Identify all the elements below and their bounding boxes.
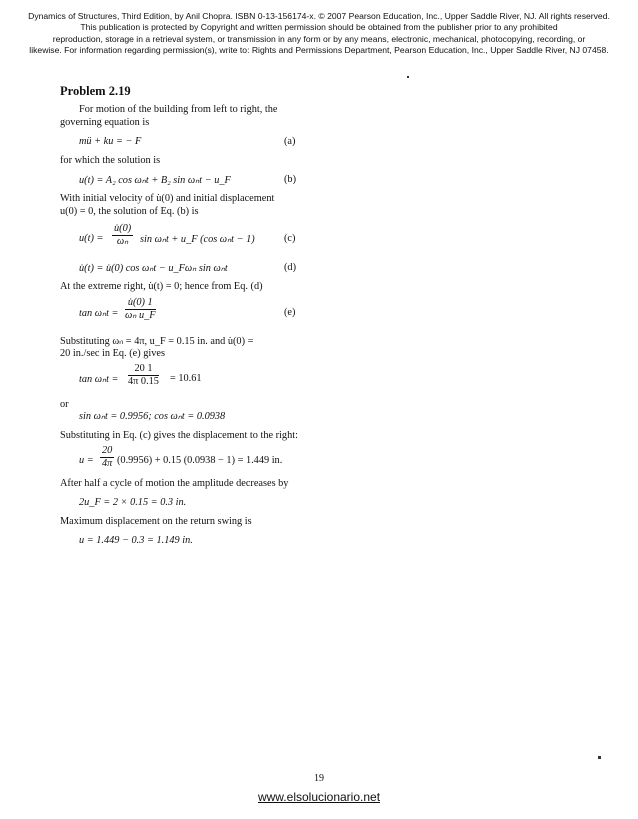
equation-c-denominator: ωₙ	[116, 236, 129, 247]
header-line-3: reproduction, storage in a retrieval system, or transmission in any form or by any means, electronic, mechanical, photocopying, recording, or	[52, 33, 586, 44]
equation-h-denominator: 4π	[101, 458, 113, 469]
equation-e-denominator: ωₙ u_F	[125, 310, 156, 321]
initial-line-1: With initial velocity of u̇(0) and initial displacement	[60, 193, 275, 204]
equation-f-rhs: = 10.61	[170, 373, 202, 384]
equation-e-lhs: tan ωₙt =	[79, 308, 119, 319]
speck-mark	[598, 756, 601, 759]
equation-h-lhs: u =	[79, 455, 94, 466]
equation-f-numerator: 20 1	[128, 363, 159, 376]
intro-line-2: governing equation is	[60, 117, 150, 128]
equation-g: sin ωₙt = 0.9956; cos ωₙt = 0.0938	[79, 411, 226, 422]
substitution-line-3: Substituting in Eq. (c) gives the displacement to the right:	[60, 430, 298, 441]
solution-text: for which the solution is	[60, 155, 161, 166]
half-cycle-text: After half a cycle of motion the amplitude decreases by	[60, 478, 289, 489]
equation-c-fraction	[112, 223, 133, 248]
equation-j: u = 1.449 − 0.3 = 1.149 in.	[79, 535, 193, 546]
header-line-1: Dynamics of Structures, Third Edition, by Anil Chopra. ISBN 0-13-156174-x. © 2007 Pearson Education, Inc., Upper Saddle River, NJ. All rights reserved.	[28, 11, 610, 21]
page-number: 19	[314, 773, 324, 784]
extreme-right-text: At the extreme right, u̇(t) = 0; hence from Eq. (d)	[60, 281, 263, 292]
equation-h-fraction	[100, 445, 114, 470]
equation-a: mü + ku = − F	[79, 136, 142, 147]
equation-a-label: (a)	[284, 136, 296, 147]
footer-link[interactable]: www.elsolucionario.net	[257, 790, 381, 804]
initial-line-2: u(0) = 0, the solution of Eq. (b) is	[60, 206, 199, 217]
equation-c-label: (c)	[284, 233, 296, 244]
intro-line-1: For motion of the building from left to right, the	[79, 104, 278, 115]
equation-i: 2u_F = 2 × 0.15 = 0.3 in.	[79, 497, 187, 508]
equation-b-label: (b)	[284, 174, 297, 185]
equation-f-lhs: tan ωₙt =	[79, 374, 119, 385]
substitution-line-2: 20 in./sec in Eq. (e) gives	[60, 348, 165, 359]
problem-title: Problem 2.19	[60, 84, 131, 98]
equation-h-numerator: 20	[102, 445, 113, 456]
header-line-2: This publication is protected by Copyright and written permission should be obtained from the publisher prior to any prohibited	[80, 22, 558, 33]
equation-e-label: (e)	[284, 307, 296, 318]
header-line-4: likewise. For information regarding permission(s), write to: Rights and Permissions Department, Pearson Education, Inc., Upper Saddle River, NJ 07458.	[29, 44, 609, 55]
equation-h-rhs: (0.9956) + 0.15 (0.0938 − 1) = 1.449 in.	[117, 455, 283, 466]
equation-f-denominator: 4π 0.15	[128, 376, 159, 387]
equation-f-fraction	[128, 363, 159, 388]
speck-mark	[407, 76, 409, 78]
equation-d: u̇(t) = u̇(0) cos ωₙt − u_Fωₙ sin ωₙt	[79, 263, 228, 274]
equation-d-label: (d)	[284, 262, 297, 273]
equation-e-numerator: u̇(0) 1	[125, 297, 156, 310]
equation-c-lhs: u(t) =	[79, 233, 104, 244]
equation-e-fraction	[125, 297, 156, 322]
equation-c-numerator: u̇(0)	[114, 223, 132, 234]
equation-c-rhs: sin ωₙt + u_F (cos ωₙt − 1)	[140, 234, 255, 245]
equation-b: u(t) = A₂ cos ωₙt + B₂ sin ωₙt − u_F	[79, 175, 231, 186]
or-text: or	[60, 399, 69, 410]
max-displacement-text: Maximum displacement on the return swing is	[60, 516, 252, 527]
substitution-line-1: Substituting ωₙ = 4π, u_F = 0.15 in. and u̇(0) =	[60, 336, 254, 347]
